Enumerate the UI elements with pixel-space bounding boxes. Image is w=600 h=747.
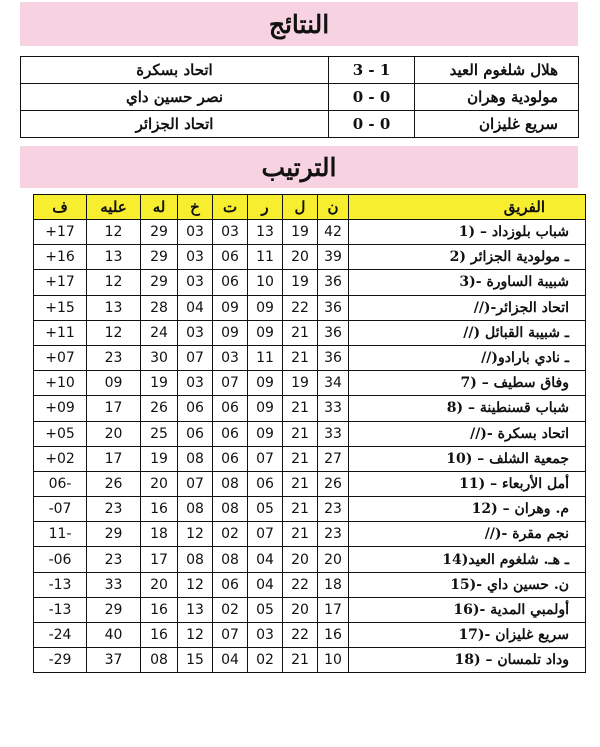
points-cell: 42 [318,220,349,245]
results-banner [20,2,578,46]
played-cell: 21 [283,471,318,496]
played-cell: 22 [283,295,318,320]
table-row [34,471,586,496]
drawn-cell: 08 [213,471,248,496]
won-cell: 11 [248,245,283,270]
played-cell: 20 [283,245,318,270]
played-cell: 22 [283,572,318,597]
goals-against-cell: 33 [87,572,141,597]
goals-against-cell: 13 [87,295,141,320]
points-cell: 36 [318,345,349,370]
won-cell: 04 [248,547,283,572]
table-row [34,295,586,320]
drawn-cell: 07 [213,623,248,648]
played-cell: 21 [283,497,318,522]
team-name-cell: //)- اتحاد بسكرة [349,421,586,446]
away-team: نصر حسين داي [21,84,329,111]
table-row [34,597,586,622]
lost-cell: 08 [178,446,213,471]
table-row [34,220,586,245]
team-name-cell: 8) – شباب قسنطينة [349,396,586,421]
goals-against-cell: 29 [87,597,141,622]
away-team: اتحاد الجزائر [21,111,329,138]
lost-cell: 13 [178,597,213,622]
goals-against-cell: 23 [87,497,141,522]
drawn-cell: 06 [213,396,248,421]
points-cell: 36 [318,270,349,295]
drawn-cell: 02 [213,522,248,547]
team-name-cell: //) ـ شبيبة القبائل [349,320,586,345]
lost-cell: 12 [178,522,213,547]
result-row [21,57,579,84]
standings-title: الترتيب [261,152,337,182]
goals-for-cell: 20 [141,471,178,496]
match-score: 0 - 0 [329,111,415,138]
points-cell: 27 [318,446,349,471]
won-cell: 09 [248,295,283,320]
points-cell: 23 [318,522,349,547]
won-cell: 07 [248,446,283,471]
goals-against-cell: 23 [87,345,141,370]
goal-diff-cell: -24 [34,623,87,648]
points-cell: 23 [318,497,349,522]
table-row [34,421,586,446]
result-row [21,84,579,111]
goals-for-cell: 16 [141,597,178,622]
goals-against-cell: 12 [87,320,141,345]
team-name-cell: 12) – م. وهران [349,497,586,522]
table-row [34,497,586,522]
points-cell: 36 [318,320,349,345]
team-name-cell: 10) – جمعية الشلف [349,446,586,471]
drawn-cell: 03 [213,345,248,370]
team-name-cell: 3)- شبيبة الساورة [349,270,586,295]
table-row [34,270,586,295]
goals-for-cell: 29 [141,220,178,245]
played-cell: 21 [283,522,318,547]
goals-for-cell: 16 [141,623,178,648]
goals-for-cell: 30 [141,345,178,370]
lost-cell: 06 [178,396,213,421]
lost-cell: 08 [178,547,213,572]
goal-diff-cell: -06 [34,547,87,572]
team-name-cell: 7) – وفاق سطيف [349,371,586,396]
goal-diff-cell: +11 [34,320,87,345]
home-team: مولودية وهران [415,84,579,111]
goal-diff-cell: -13 [34,572,87,597]
won-cell: 02 [248,648,283,673]
goals-against-cell: 26 [87,471,141,496]
goals-against-cell: 12 [87,270,141,295]
points-cell: 26 [318,471,349,496]
won-cell: 04 [248,572,283,597]
points-cell: 33 [318,396,349,421]
table-row [34,396,586,421]
lost-cell: 12 [178,623,213,648]
drawn-cell: 04 [213,648,248,673]
drawn-cell: 08 [213,497,248,522]
drawn-cell: 06 [213,270,248,295]
played-cell: 21 [283,345,318,370]
points-cell: 33 [318,421,349,446]
drawn-cell: 07 [213,371,248,396]
goals-for-cell: 19 [141,446,178,471]
header-diff: ف [34,195,87,220]
won-cell: 07 [248,522,283,547]
goals-against-cell: 23 [87,547,141,572]
table-row [34,320,586,345]
lost-cell: 03 [178,270,213,295]
goals-against-cell: 09 [87,371,141,396]
goals-for-cell: 08 [141,648,178,673]
drawn-cell: 09 [213,320,248,345]
goals-for-cell: 29 [141,245,178,270]
goals-for-cell: 17 [141,547,178,572]
team-name-cell: //)ـ نادي بارادو [349,345,586,370]
points-cell: 17 [318,597,349,622]
played-cell: 22 [283,623,318,648]
goals-against-cell: 29 [87,522,141,547]
goals-against-cell: 40 [87,623,141,648]
points-cell: 34 [318,371,349,396]
goal-diff-cell: 06- [34,471,87,496]
standings-header-row [34,195,586,220]
drawn-cell: 09 [213,295,248,320]
won-cell: 09 [248,371,283,396]
won-cell: 09 [248,320,283,345]
header-team: الفريق [349,195,586,220]
table-row [34,245,586,270]
home-team: هلال شلغوم العيد [415,57,579,84]
away-team: اتحاد بسكرة [21,57,329,84]
goal-diff-cell: -29 [34,648,87,673]
points-cell: 20 [318,547,349,572]
goal-diff-cell: 11- [34,522,87,547]
team-name-cell: //)-اتحاد الجزائر [349,295,586,320]
won-cell: 11 [248,345,283,370]
goal-diff-cell: +10 [34,371,87,396]
team-name-cell: 15)- ن. حسين داي [349,572,586,597]
team-name-cell: 18) – وداد تلمسان [349,648,586,673]
goals-for-cell: 25 [141,421,178,446]
played-cell: 20 [283,597,318,622]
lost-cell: 15 [178,648,213,673]
goals-for-cell: 28 [141,295,178,320]
drawn-cell: 06 [213,446,248,471]
played-cell: 21 [283,396,318,421]
table-row [34,522,586,547]
lost-cell: 03 [178,245,213,270]
table-row [34,371,586,396]
team-name-cell: 11) – أمل الأربعاء [349,471,586,496]
goal-diff-cell: +17 [34,270,87,295]
lost-cell: 04 [178,295,213,320]
lost-cell: 07 [178,471,213,496]
lost-cell: 12 [178,572,213,597]
header-for: له [141,195,178,220]
goals-for-cell: 20 [141,572,178,597]
played-cell: 19 [283,270,318,295]
team-name-cell: 2) ـ مولودية الجزائر [349,245,586,270]
goals-for-cell: 29 [141,270,178,295]
goal-diff-cell: +05 [34,421,87,446]
team-name-cell: 16)- أولمبي المدية [349,597,586,622]
played-cell: 21 [283,446,318,471]
played-cell: 19 [283,220,318,245]
drawn-cell: 08 [213,547,248,572]
drawn-cell: 06 [213,572,248,597]
won-cell: 09 [248,421,283,446]
table-row [34,648,586,673]
goals-against-cell: 12 [87,220,141,245]
header-lost: خ [178,195,213,220]
goals-against-cell: 13 [87,245,141,270]
match-score: 0 - 0 [329,84,415,111]
points-cell: 10 [318,648,349,673]
won-cell: 03 [248,623,283,648]
goals-for-cell: 24 [141,320,178,345]
results-title: النتائج [268,9,330,39]
won-cell: 06 [248,471,283,496]
table-row [34,572,586,597]
lost-cell: 03 [178,220,213,245]
goals-against-cell: 20 [87,421,141,446]
goal-diff-cell: +17 [34,220,87,245]
lost-cell: 06 [178,421,213,446]
result-row [21,111,579,138]
header-drawn: ت [213,195,248,220]
drawn-cell: 02 [213,597,248,622]
goal-diff-cell: +15 [34,295,87,320]
team-name-cell: 17)- سريع غليزان [349,623,586,648]
drawn-cell: 06 [213,245,248,270]
won-cell: 05 [248,497,283,522]
table-row [34,623,586,648]
drawn-cell: 06 [213,421,248,446]
results-table [20,56,579,138]
goal-diff-cell: +02 [34,446,87,471]
lost-cell: 08 [178,497,213,522]
goal-diff-cell: +09 [34,396,87,421]
points-cell: 36 [318,295,349,320]
points-cell: 18 [318,572,349,597]
table-row [34,547,586,572]
goals-for-cell: 16 [141,497,178,522]
header-won: ر [248,195,283,220]
played-cell: 19 [283,371,318,396]
won-cell: 13 [248,220,283,245]
won-cell: 05 [248,597,283,622]
won-cell: 09 [248,396,283,421]
drawn-cell: 03 [213,220,248,245]
played-cell: 21 [283,421,318,446]
goals-against-cell: 37 [87,648,141,673]
standings-table [33,194,586,673]
goal-diff-cell: -13 [34,597,87,622]
goals-for-cell: 26 [141,396,178,421]
lost-cell: 03 [178,371,213,396]
goal-diff-cell: +07 [34,345,87,370]
table-row [34,446,586,471]
goals-against-cell: 17 [87,396,141,421]
match-score: 3 - 1 [329,57,415,84]
goal-diff-cell: +16 [34,245,87,270]
home-team: سريع غليزان [415,111,579,138]
standings-banner [20,146,578,188]
goals-for-cell: 18 [141,522,178,547]
goals-for-cell: 19 [141,371,178,396]
team-name-cell: //)- نجم مقرة [349,522,586,547]
lost-cell: 07 [178,345,213,370]
table-row [34,345,586,370]
played-cell: 21 [283,648,318,673]
points-cell: 39 [318,245,349,270]
header-against: عليه [87,195,141,220]
lost-cell: 03 [178,320,213,345]
played-cell: 21 [283,320,318,345]
team-name-cell: 1) – شباب بلوزداد [349,220,586,245]
header-points: ن [318,195,349,220]
won-cell: 10 [248,270,283,295]
team-name-cell: 14)ـ هـ. شلغوم العيد [349,547,586,572]
played-cell: 20 [283,547,318,572]
points-cell: 16 [318,623,349,648]
header-played: ل [283,195,318,220]
goal-diff-cell: -07 [34,497,87,522]
goals-against-cell: 17 [87,446,141,471]
